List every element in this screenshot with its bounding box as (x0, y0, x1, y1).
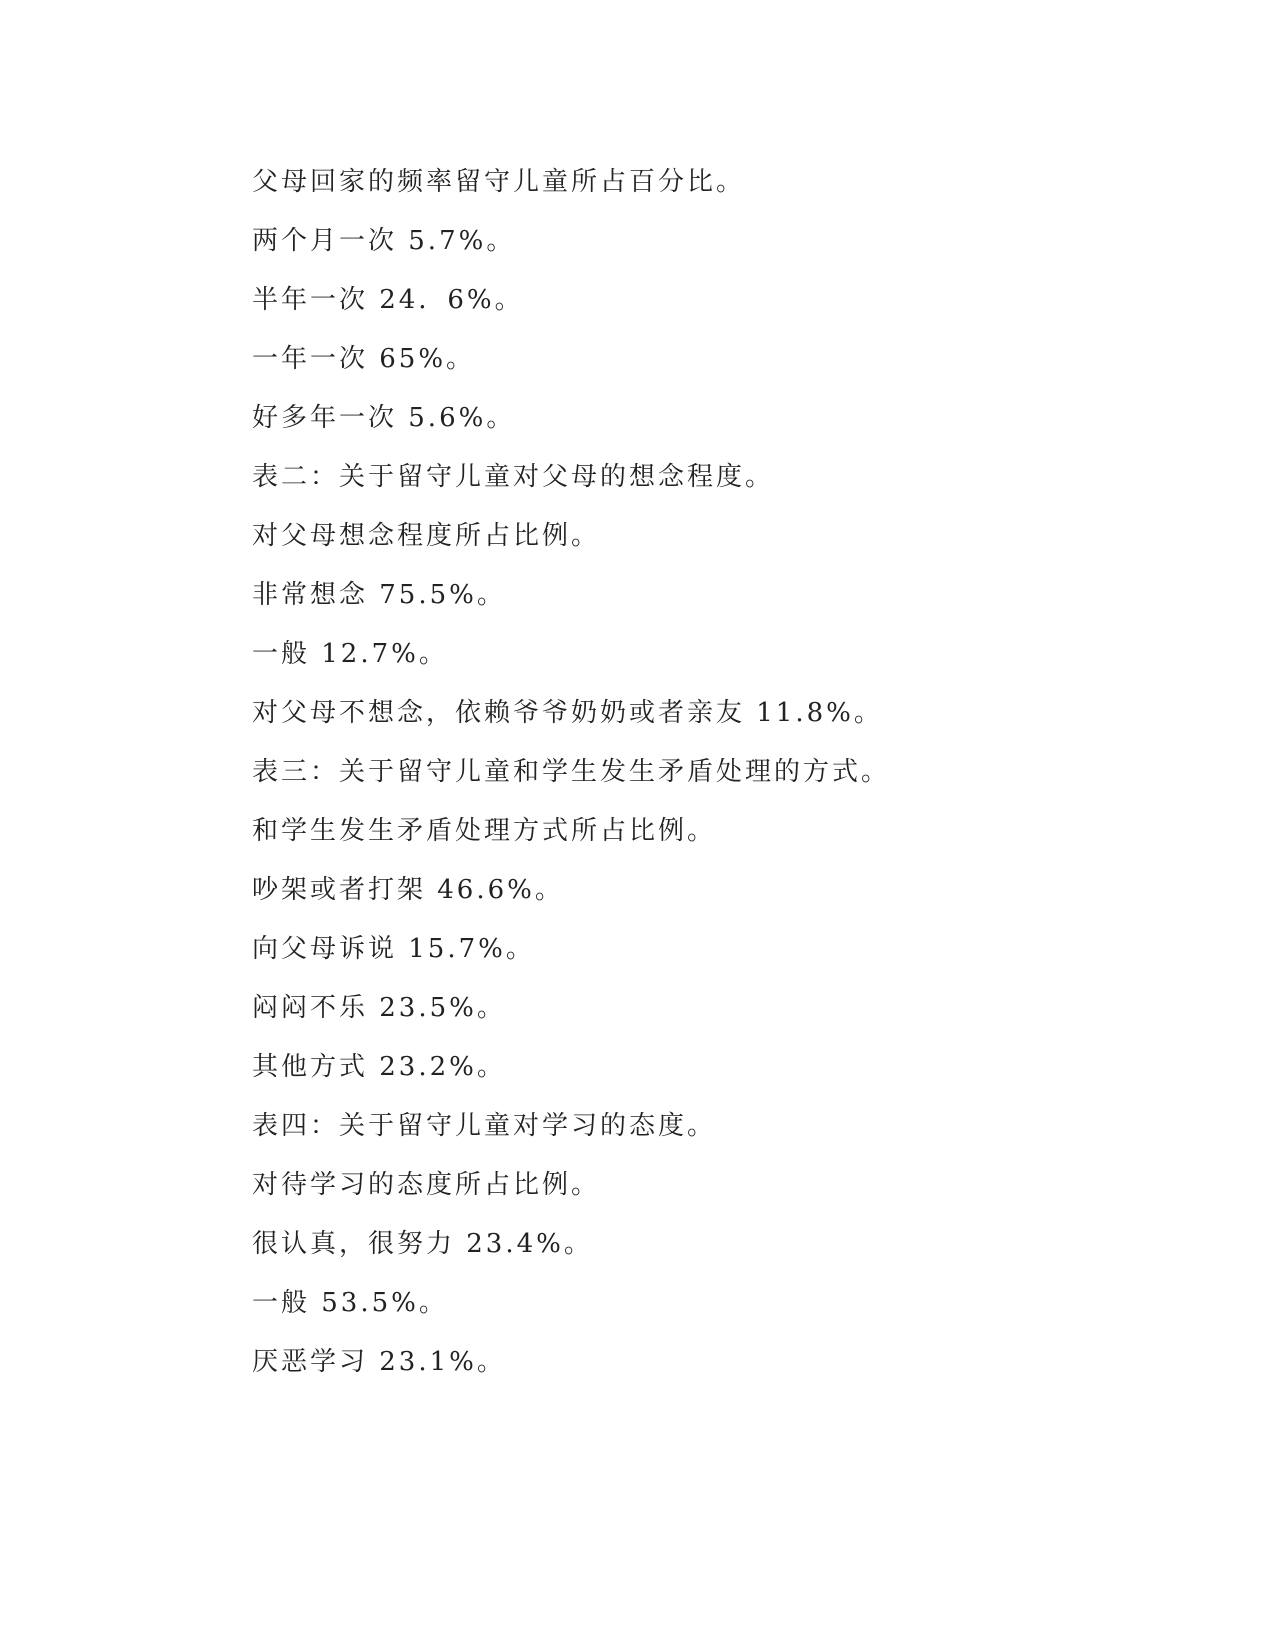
table-four-title: 表四：关于留守儿童对学习的态度。 (252, 1111, 717, 1141)
text-line: 两个月一次 5.7%。 (252, 226, 516, 256)
table-two-header: 对父母想念程度所占比例。 (252, 521, 601, 551)
table-four-header: 对待学习的态度所占比例。 (252, 1170, 601, 1200)
text-line: 吵架或者打架 46.6%。 (252, 875, 564, 905)
text-line: 好多年一次 5.6%。 (252, 403, 516, 433)
text-line: 厌恶学习 23.1%。 (252, 1347, 506, 1377)
text-line: 其他方式 23.2%。 (252, 1052, 506, 1082)
text-line: 一般 53.5%。 (252, 1288, 448, 1318)
text-line: 一般 12.7%。 (252, 639, 448, 669)
table-three-header: 和学生发生矛盾处理方式所占比例。 (252, 816, 717, 846)
text-line: 闷闷不乐 23.5%。 (252, 993, 506, 1023)
table-one-header: 父母回家的频率留守儿童所占百分比。 (252, 167, 746, 197)
table-three-title: 表三：关于留守儿童和学生发生矛盾处理的方式。 (252, 757, 891, 787)
table-two-title: 表二：关于留守儿童对父母的想念程度。 (252, 462, 775, 492)
text-line: 向父母诉说 15.7%。 (252, 934, 535, 964)
document-body (252, 160, 1132, 1399)
text-line: 很认真，很努力 23.4%。 (252, 1229, 593, 1259)
text-line: 半年一次 24．6%。 (252, 285, 524, 315)
text-line: 一年一次 65%。 (252, 344, 476, 374)
text-line: 非常想念 75.5%。 (252, 580, 506, 610)
text-line: 对父母不想念，依赖爷爷奶奶或者亲友 11.8%。 (252, 698, 883, 728)
